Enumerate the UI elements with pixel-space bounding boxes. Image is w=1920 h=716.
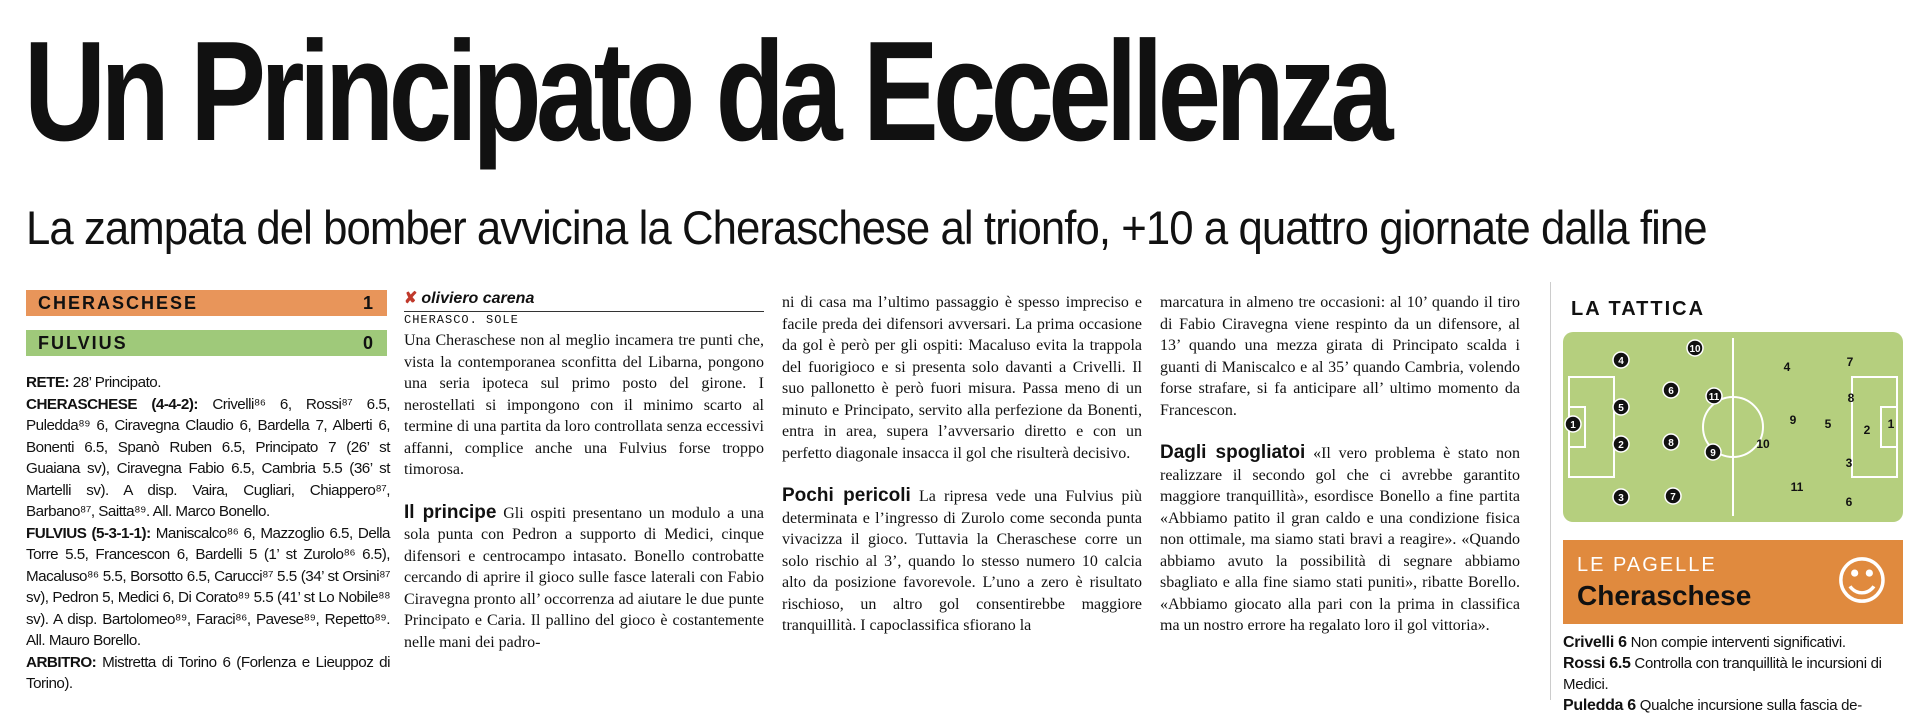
away-player-number: 9 xyxy=(1789,413,1797,427)
away-player-number: 3 xyxy=(1845,456,1853,470)
rete-label: RETE: xyxy=(26,374,70,391)
away-player-number: 7 xyxy=(1846,355,1854,369)
home-lineup-label: CHERASCHESE (4-4-2): xyxy=(26,395,198,413)
sidebar xyxy=(1550,282,1913,714)
away-player-number: 10 xyxy=(1756,437,1770,451)
home-player-number: 5 xyxy=(1618,403,1624,414)
dateline: CHERASCO. SOLE xyxy=(404,313,519,327)
pagelle-team: Cheraschese xyxy=(1577,580,1752,611)
vote-name: Rossi 6.5 xyxy=(1563,655,1631,672)
pagelle-votes xyxy=(1563,632,1903,716)
away-player-number: 8 xyxy=(1847,391,1855,405)
vote-name: Crivelli 6 xyxy=(1563,634,1627,651)
article-column-1 xyxy=(404,330,764,653)
rete-line xyxy=(26,372,390,394)
tattica-title: LA TATTICA xyxy=(1571,298,1706,320)
home-player-number: 8 xyxy=(1668,438,1674,449)
away-player-number: 5 xyxy=(1824,417,1832,431)
vote-text: Controlla con tranquillità le incursioni di Medici. xyxy=(1563,655,1882,693)
tactics-pitch xyxy=(1563,332,1903,522)
score-away xyxy=(26,330,387,356)
author-mark-icon: ✘ xyxy=(404,290,418,307)
pagelle-label: LE PAGELLE xyxy=(1577,554,1717,576)
home-player-number: 2 xyxy=(1618,440,1624,451)
away-team-name: FULVIUS xyxy=(38,333,128,353)
pitch-diagram xyxy=(1563,332,1903,522)
home-player-number: 3 xyxy=(1618,493,1624,504)
paragraph-6-text: «Il vero problema è stato non realizzare il secondo gol che ci avrebbe garantito maggiore tranquillità», esordisce Bonello a fine partita «Abbiamo patito il gran caldo e una condizione fisica non ottimale, ma siamo stati bravi a reagire». «Quando abbiamo avuto la possibilità di segnare abbiamo sbagliato e alla fine siamo stati puniti», ribatte Borello. «Abbiamo giocato alla pari con la prima in classifica ma un nostro errore ha regalato loro il gol vittoria». xyxy=(1160,445,1521,634)
article-column-2 xyxy=(782,292,1142,637)
subhead-spogliatoi: Dagli spogliatoi xyxy=(1160,442,1306,463)
paragraph-3: ni di casa ma l’ultimo passaggio è spesso impreciso e facile preda dei difensori avversari. La prima occasione da gol è però per gli ospiti: Macaluso evita la trappola del fuorigioco e si presenta solo davanti a Crivelli. Il suo pallonetto è però fuori misura. Passa meno di un minuto e Principato, servito alla perfezione da Bonenti, entra in area, supera l’avversario diretto e con un perfetto diagonale insacca il gol che risulterà decisivo. xyxy=(782,294,1142,462)
pagelle-header xyxy=(1563,540,1903,624)
smiley-icon: ☺ xyxy=(1834,552,1889,612)
away-player-number: 11 xyxy=(1790,480,1804,494)
home-player-number: 10 xyxy=(1689,344,1701,355)
home-goals: 1 xyxy=(362,293,375,313)
paragraph-4-text: La ripresa vede una Fulvius più determinata e l’ingresso di Zurolo come seconda punta vivacizza il gioco. Tuttavia la Cheraschese corre un solo rischio al 3’, quando lo stesso numero 10 calcia alto da posizione favorevole. L’uno a zero è risultato rischioso, un altro gol consentirebbe maggiore tranquillità. I capoclassifica sfiorano la xyxy=(782,488,1142,634)
vote-item xyxy=(1563,695,1903,716)
vote-item xyxy=(1563,653,1903,695)
home-lineup-text: Crivelli⁸⁶ 6, Rossi⁸⁷ 6.5, Puledda⁸⁹ 6, Ciravegna Claudio 6, Bardella 7, Alberti 6, Bonenti 6.5, Spanò Ruben 6.5, Principato 7 (26’ st Guaiana sv), Ciravegna Fabio 6.5, Cambria 5.5 (36’ st Martelli sv). A disp. Vaira, Cugliari, Chiappero⁸⁷, Barbano⁸⁷, Saitta⁸⁹. All. Marco Bonello. xyxy=(26,395,390,520)
away-goals: 0 xyxy=(362,333,375,353)
subhead-principe: Il principe xyxy=(404,501,497,523)
away-lineup-text: Maniscalco⁸⁶ 6, Mazzoglio 6.5, Della Torre 5.5, Francescon 6, Bardelli 5 (1’ st Zurolo⁸⁶ 6.5), Macaluso⁸⁶ 5.5, Borsotto 6.5, Carucci⁸⁷ 5.5 (34’ st Orsini⁸⁷ sv), Pedron 5, Medici 6, Di Corato⁸⁹ 5.5 (41’ st Lo Nobile⁸⁸ sv). A disp. Bartolomeo⁸⁹, Faraci⁸⁶, Pavese⁸⁹, Repetto⁸⁹. All. Mauro Borello. xyxy=(26,524,390,649)
away-lineup-label: FULVIUS (5-3-1-1): xyxy=(26,524,151,542)
home-team-name: CHERASCHESE xyxy=(38,293,199,313)
paragraph-2-text: Gli ospiti presentano un modulo a una sola punta con Pedron a supporto di Medici, cinque difensori e centrocampo intasato. Bonello controbatte cercando di aprire il gioco sulle fasce laterali con Fabio Ciravegna pronto all’ occorrenza ad aiutare le due punte Principato e Caria. Il pallino del gioco è costantemente nelle mani dei padro- xyxy=(404,504,765,651)
paragraph-5: marcatura in almeno tre occasioni: al 10’ quando il tiro di Fabio Ciravegna viene respinto da un difensore, al 13’ quando una mezza girata di Principato scalda i guanti di Maniscalco e al 35’ quando Cambria, volendo forse strafare, si fa anticipare all’ ultimo momento da Francescon. xyxy=(1160,294,1520,419)
home-lineup xyxy=(26,394,390,523)
headline: Un Principato da Eccellenza xyxy=(24,12,1388,171)
home-player-number: 11 xyxy=(1708,392,1720,403)
referee-line xyxy=(26,652,390,695)
away-player-number: 6 xyxy=(1845,495,1853,509)
home-player-number: 1 xyxy=(1570,420,1576,431)
vote-name: Puledda 6 xyxy=(1563,697,1636,714)
match-box xyxy=(26,372,390,695)
referee-text: Mistretta di Torino 6 (Forlenza e Lieuppoz di Torino). xyxy=(26,653,390,692)
referee-label: ARBITRO: xyxy=(26,653,97,671)
vote-text: Non compie interventi significativi. xyxy=(1626,634,1846,651)
home-player-number: 7 xyxy=(1670,492,1676,503)
away-player-number: 2 xyxy=(1863,423,1871,437)
vote-item xyxy=(1563,632,1903,653)
score-home xyxy=(26,290,387,316)
author-name: oliviero carena xyxy=(421,290,535,307)
vote-text: Qualche incursione sulla fascia de- xyxy=(1635,697,1862,714)
rete-text: 28’ Principato. xyxy=(69,374,161,391)
subheadline: La zampata del bomber avvicina la Cheraschese al trionfo, +10 a quattro giornate dalla fine xyxy=(26,201,1707,254)
subhead-pericoli: Pochi pericoli xyxy=(782,485,911,506)
byline xyxy=(404,287,764,312)
home-player-number: 4 xyxy=(1618,356,1624,367)
home-player-number: 6 xyxy=(1668,386,1674,397)
away-player-number: 4 xyxy=(1783,360,1791,374)
article-column-3 xyxy=(1160,292,1520,637)
away-player-number: 1 xyxy=(1887,417,1895,431)
away-lineup xyxy=(26,523,390,652)
home-player-number: 9 xyxy=(1710,448,1716,459)
paragraph-1: Una Cheraschese non al meglio incamera tre punti che, vista la contemporanea sconfitta del Libarna, pongono una seria ipoteca sul primo posto del girone. I nerostellati si impongono con il minimo scarto al termine di una partita da loro controllata senza eccessivi affanni, complice anche una Fulvius forse troppo timorosa. xyxy=(404,332,764,478)
